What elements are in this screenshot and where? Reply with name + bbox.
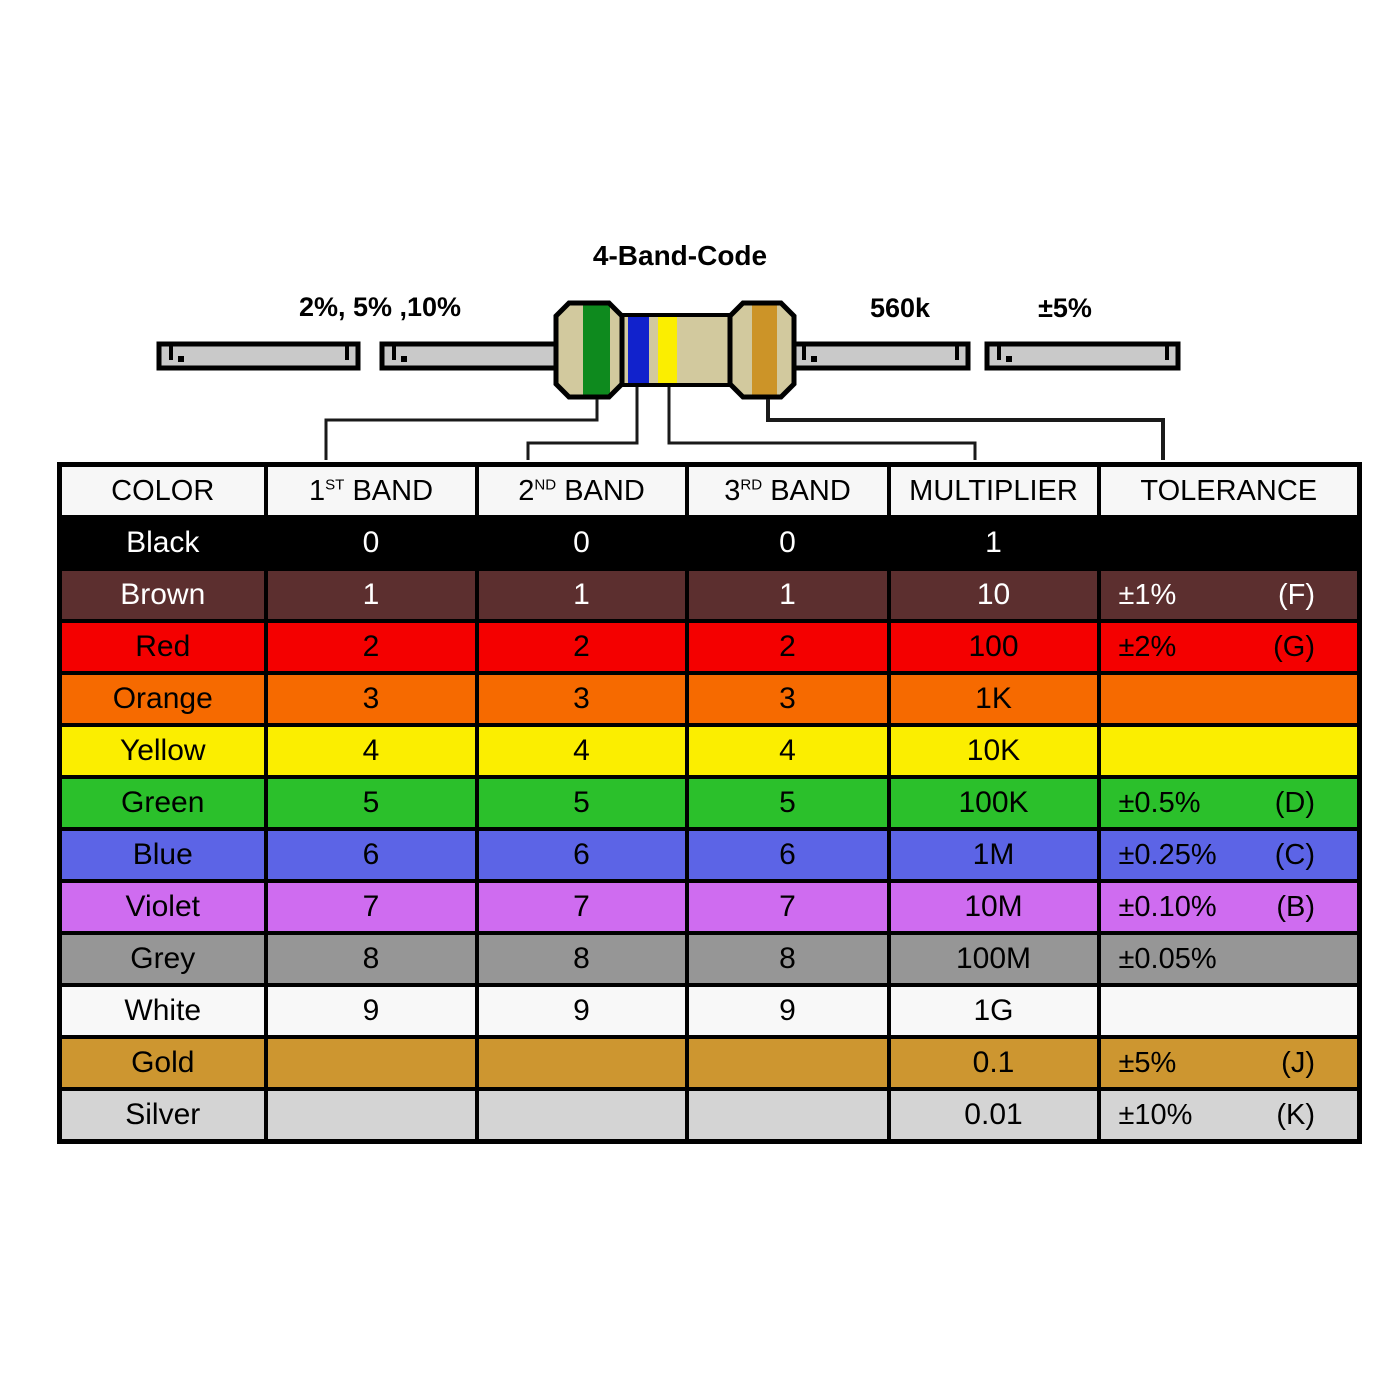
table-row [60,881,1360,933]
color-name-cell: Gold [60,1037,266,1089]
lead-segment-left [382,344,560,368]
tolerance-code: (B) [1276,890,1315,923]
multiplier-cell: 100K [889,777,1099,829]
column-header: 3RD BAND [687,465,889,518]
band3-cell: 3 [687,673,889,725]
tolerance-value: ±0.25% [1118,838,1217,871]
tolerance-cell [1099,881,1360,933]
tolerance-code: (C) [1274,838,1315,871]
band2-cell: 0 [477,517,687,569]
connector-1st-band-line [326,399,597,460]
color-name-cell: Blue [60,829,266,881]
multiplier-cell: 1K [889,673,1099,725]
band1-cell: 4 [266,725,477,777]
band2-cell: 9 [477,985,687,1037]
tolerance-value: ±5% [1118,1046,1177,1079]
color-code-table [57,462,1362,1144]
resistance-value-label: 560k [869,293,931,323]
table-row [60,673,1360,725]
multiplier-cell: 0.1 [889,1037,1099,1089]
lead-segment-right [792,344,968,368]
tolerance-code: (D) [1274,786,1315,819]
page-title: 4-Band-Code [592,240,768,271]
tolerance-code: (G) [1273,630,1315,663]
color-name-cell: Orange [60,673,266,725]
tolerance-cell [1099,725,1360,777]
table-row [60,569,1360,621]
table-row [60,1037,1360,1089]
table-row [60,517,1360,569]
connector-tolerance-line [768,399,1163,460]
tolerance-value: ±0.10% [1118,890,1217,923]
tolerance-cell [1099,1037,1360,1089]
band3-cell: 1 [687,569,889,621]
band2-cell [477,1089,687,1142]
tolerance-code: (F) [1277,578,1315,611]
band3-cell: 6 [687,829,889,881]
multiplier-cell: 10M [889,881,1099,933]
header-row [60,465,1360,518]
column-header: 1ST BAND [266,465,477,518]
color-name-cell: Violet [60,881,266,933]
color-name-cell: Silver [60,1089,266,1142]
tolerance-cell [1099,517,1360,569]
table-row [60,985,1360,1037]
column-header: MULTIPLIER [889,465,1099,518]
color-name-cell: Black [60,517,266,569]
tolerance-cell [1099,985,1360,1037]
tolerance-cell [1099,569,1360,621]
tolerance-value-label: ±5% [1038,293,1092,323]
band2-cell: 6 [477,829,687,881]
band3-cell [687,1089,889,1142]
color-name-cell: Brown [60,569,266,621]
band1-cell: 2 [266,621,477,673]
band3-cell: 9 [687,985,889,1037]
color-name-cell: White [60,985,266,1037]
band1-cell: 8 [266,933,477,985]
tolerance-value: ±2% [1118,630,1177,663]
band3-cell: 5 [687,777,889,829]
color-name-cell: Red [60,621,266,673]
color-name-cell: Green [60,777,266,829]
band1-cell [266,1089,477,1142]
tolerance-code: (K) [1276,1098,1315,1131]
band2-cell [477,1037,687,1089]
resistor-band-blue-2nd [628,317,649,383]
band2-cell: 4 [477,725,687,777]
tolerance-value: ±1% [1118,578,1177,611]
band3-cell: 0 [687,517,889,569]
band1-cell: 0 [266,517,477,569]
tolerance-value: ±0.05% [1118,942,1217,975]
tolerance-cell [1099,673,1360,725]
tolerance-cell [1099,777,1360,829]
multiplier-cell: 100 [889,621,1099,673]
tolerance-cell [1099,933,1360,985]
resistor-band-gold-tolerance [752,300,777,400]
tolerance-code: (J) [1281,1046,1315,1079]
band3-cell: 2 [687,621,889,673]
resistor-band-yellow-multiplier [658,317,677,383]
multiplier-cell: 1 [889,517,1099,569]
table-row [60,829,1360,881]
column-header: TOLERANCE [1099,465,1360,518]
tolerance-cell [1099,1089,1360,1142]
band3-cell: 4 [687,725,889,777]
band2-cell: 7 [477,881,687,933]
multiplier-cell: 0.01 [889,1089,1099,1142]
band1-cell: 3 [266,673,477,725]
multiplier-cell: 1G [889,985,1099,1037]
band1-cell: 9 [266,985,477,1037]
lead-segment-far-right [987,344,1178,368]
resistor-band-green-1st [583,300,610,400]
table-row [60,1089,1360,1142]
band2-cell: 5 [477,777,687,829]
table-row [60,725,1360,777]
multiplier-cell: 100M [889,933,1099,985]
band1-cell: 1 [266,569,477,621]
multiplier-cell: 10K [889,725,1099,777]
tolerance-options-label: 2%, 5% ,10% [298,292,462,322]
band1-cell: 6 [266,829,477,881]
band1-cell [266,1037,477,1089]
band3-cell [687,1037,889,1089]
resistor-diagram [0,0,1400,470]
connector-multiplier-line [669,387,975,460]
color-name-cell: Grey [60,933,266,985]
table-row [60,933,1360,985]
band3-cell: 7 [687,881,889,933]
band1-cell: 7 [266,881,477,933]
tolerance-value: ±10% [1118,1098,1193,1131]
color-name-cell: Yellow [60,725,266,777]
band3-cell: 8 [687,933,889,985]
column-header: 2ND BAND [477,465,687,518]
table-row [60,621,1360,673]
band2-cell: 2 [477,621,687,673]
column-header: COLOR [60,465,266,518]
lead-segment-far-left [159,344,358,368]
multiplier-cell: 1M [889,829,1099,881]
table-row [60,777,1360,829]
tolerance-cell [1099,829,1360,881]
tolerance-value: ±0.5% [1118,786,1201,819]
band2-cell: 8 [477,933,687,985]
band2-cell: 1 [477,569,687,621]
multiplier-cell: 10 [889,569,1099,621]
band1-cell: 5 [266,777,477,829]
resistor-body [556,300,794,400]
band2-cell: 3 [477,673,687,725]
tolerance-cell [1099,621,1360,673]
